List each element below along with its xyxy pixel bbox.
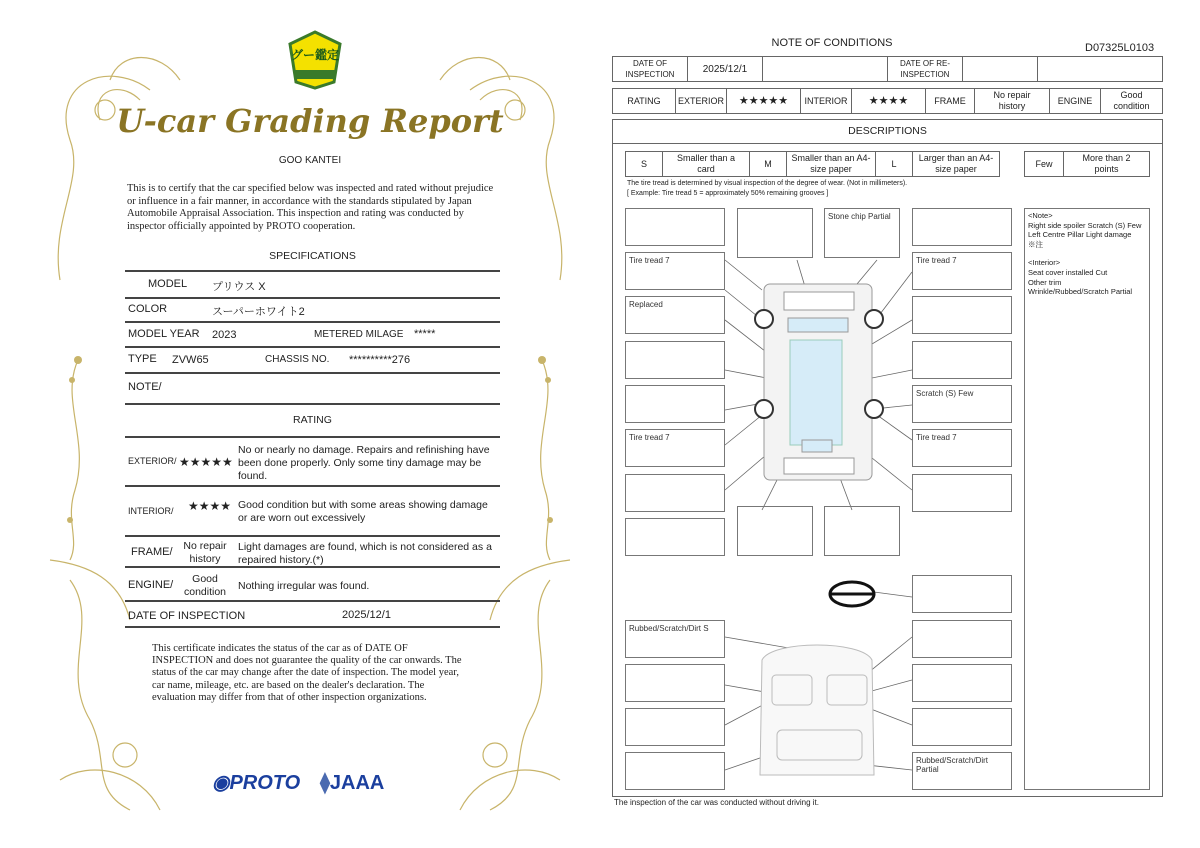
interior-stars: ★★★★ xyxy=(851,88,926,114)
spec-heading: SPECIFICATIONS xyxy=(269,250,356,262)
color-value: スーパーホワイト2 xyxy=(212,306,305,318)
goo-kantei-logo xyxy=(288,30,342,90)
rating-heading: RATING xyxy=(293,414,332,426)
tire-front-right-box: Tire tread 7 xyxy=(912,252,1012,290)
legend-s-code: S xyxy=(625,151,663,177)
diagram-box xyxy=(625,518,725,556)
interior-desc: Good condition but with some areas showing damage or are worn out excessively xyxy=(238,499,488,524)
rubbed-rear-box: Rubbed/Scratch/Dirt Partial xyxy=(912,752,1012,790)
replaced-box: Replaced xyxy=(625,296,725,334)
jaaa-icon: ⧫ xyxy=(320,772,330,794)
note-line: Other trim xyxy=(1028,277,1062,287)
notes-panel xyxy=(1024,208,1150,790)
diagram-box xyxy=(625,208,725,246)
legend-m-code: M xyxy=(749,151,787,177)
org-name: GOO KANTEI xyxy=(278,155,342,166)
diagram-box xyxy=(912,296,1012,334)
certificate-panel xyxy=(30,20,590,830)
legend-few-code: Few xyxy=(1024,151,1064,177)
report-title: U-car Grading Report xyxy=(116,102,504,140)
engine-value: Good condition xyxy=(1100,88,1163,114)
diagram-box xyxy=(912,575,1012,613)
proto-icon: ◉ xyxy=(212,772,230,794)
diagram-box xyxy=(625,385,725,423)
proto-logo: ◉PROTO xyxy=(212,772,301,794)
legend-m-text: Smaller than an A4-size paper xyxy=(786,151,876,177)
intro-text: This is to certify that the car specified below was inspected and rated without prejudice or influence in a fair manner, in accordance with the standards stipulated by Japan Automobile Appraisal Association. This inspection and rating was conducted by inspector officially appointed by PROTO cooperation. xyxy=(127,183,494,232)
frame-value: No repair history xyxy=(183,540,227,565)
interior-label: INTERIOR xyxy=(800,88,852,114)
note-line: <Note> xyxy=(1028,211,1053,220)
legend-l-code: L xyxy=(875,151,913,177)
diagram-box xyxy=(912,474,1012,512)
exterior-desc: No or nearly no damage. Repairs and refinishing have been done properly. Only some tiny damage may be found. xyxy=(238,444,490,482)
chassis-value: **********276 xyxy=(349,354,411,366)
date-insp-value: 2025/12/1 xyxy=(687,56,763,82)
diagram-box xyxy=(625,474,725,512)
doc-id: D07325L0103 xyxy=(1085,42,1155,54)
stone-chip-box: Stone chip Partial xyxy=(824,208,900,258)
diagram-box xyxy=(625,341,725,379)
rubbed-front-box: Rubbed/Scratch/Dirt S xyxy=(625,620,725,658)
mileage-value: ***** xyxy=(414,328,436,340)
note-line: Seat cover installed Cut xyxy=(1028,267,1108,277)
exterior-stars: ★★★★★ xyxy=(726,88,801,114)
diagram-box xyxy=(912,208,1012,246)
diagram-box xyxy=(912,664,1012,702)
diagram-box xyxy=(625,708,725,746)
diagram-box xyxy=(824,506,900,556)
diagram-box xyxy=(737,506,813,556)
descriptions-heading: DESCRIPTIONS xyxy=(848,125,927,137)
scratch-right-box: Scratch (S) Few xyxy=(912,385,1012,423)
logo-text: グー鑑定 xyxy=(290,48,339,62)
diagram-box xyxy=(912,708,1012,746)
chassis-label: CHASSIS NO. xyxy=(265,354,330,365)
diagram-box xyxy=(737,208,813,258)
type-value: ZVW65 xyxy=(172,354,209,366)
interior-label: INTERIOR/ xyxy=(128,506,174,516)
exterior-label: EXTERIOR xyxy=(675,88,727,114)
engine-label: ENGINE xyxy=(1049,88,1101,114)
legend-s-text: Smaller than a card xyxy=(662,151,750,177)
date-reinsp-value xyxy=(962,56,1038,82)
noc-footer: The inspection of the car was conducted without driving it. xyxy=(614,798,819,807)
date-insp-extra xyxy=(762,56,888,82)
date-value: 2025/12/1 xyxy=(342,609,391,621)
frame-label: FRAME xyxy=(925,88,975,114)
color-label: COLOR xyxy=(128,303,168,315)
exterior-stars: ★★★★★ xyxy=(179,455,233,469)
note-line: ※注 xyxy=(1028,239,1043,249)
footer-note: This certificate indicates the status of the car as of DATE OF INSPECTION and does not guarantee the quality of the car onwards. The status of the car may change after the date of inspection. The model year, car name, mileage, etc. are based on the dealer's declaration. The evaluation may differ from that of other inspection organizations. xyxy=(152,643,462,703)
note-line: <Interior> xyxy=(1028,258,1061,268)
diagram-box xyxy=(912,620,1012,658)
tire-rear-right-box: Tire tread 7 xyxy=(912,429,1012,467)
jaaa-logo: ⧫JAAA xyxy=(320,772,385,794)
date-reinsp-extra xyxy=(1037,56,1163,82)
year-label: MODEL YEAR xyxy=(128,328,200,340)
date-reinsp-label: DATE OF RE-INSPECTION xyxy=(887,56,963,82)
tire-front-left-box: Tire tread 7 xyxy=(625,252,725,290)
note-line: Left Centre Pillar Light damage xyxy=(1028,230,1132,240)
date-label: DATE OF INSPECTION xyxy=(128,610,246,622)
legend-l-text: Larger than an A4-size paper xyxy=(912,151,1000,177)
frame-value: No repair history xyxy=(974,88,1050,114)
tire-note-1: The tire tread is determined by visual inspection of the degree of wear. (Not in millimeters). xyxy=(627,180,908,187)
model-label: MODEL xyxy=(148,278,188,290)
rating-label: RATING xyxy=(612,88,676,114)
interior-stars: ★★★★ xyxy=(188,499,232,513)
year-value: 2023 xyxy=(212,329,237,341)
note-line: Right side spoiler Scratch (S) Few xyxy=(1028,220,1142,230)
legend-few-text: More than 2 points xyxy=(1063,151,1150,177)
engine-label: ENGINE/ xyxy=(128,579,174,591)
type-label: TYPE xyxy=(128,353,157,365)
frame-desc: Light damages are found, which is not considered as a repaired history.(*) xyxy=(238,541,492,566)
diagram-box xyxy=(912,341,1012,379)
diagram-box xyxy=(625,664,725,702)
note-line xyxy=(1028,249,1146,258)
noc-title: NOTE OF CONDITIONS xyxy=(771,37,893,49)
engine-desc: Nothing irregular was found. xyxy=(238,580,370,592)
tire-rear-left-box: Tire tread 7 xyxy=(625,429,725,467)
exterior-label: EXTERIOR/ xyxy=(128,456,177,466)
frame-label: FRAME/ xyxy=(131,546,173,558)
diagram-box xyxy=(625,752,725,790)
note-label: NOTE/ xyxy=(128,381,162,393)
note-line: Wrinkle/Rubbed/Scratch Partial xyxy=(1028,287,1133,297)
mileage-label: METERED MILAGE xyxy=(314,329,404,340)
model-value: プリウス X xyxy=(212,281,266,293)
date-insp-label: DATE OF INSPECTION xyxy=(612,56,688,82)
tire-note-2: [ Example: Tire tread 5 = approximately 50% remaining grooves ] xyxy=(627,190,829,197)
engine-value: Good condition xyxy=(183,573,227,598)
